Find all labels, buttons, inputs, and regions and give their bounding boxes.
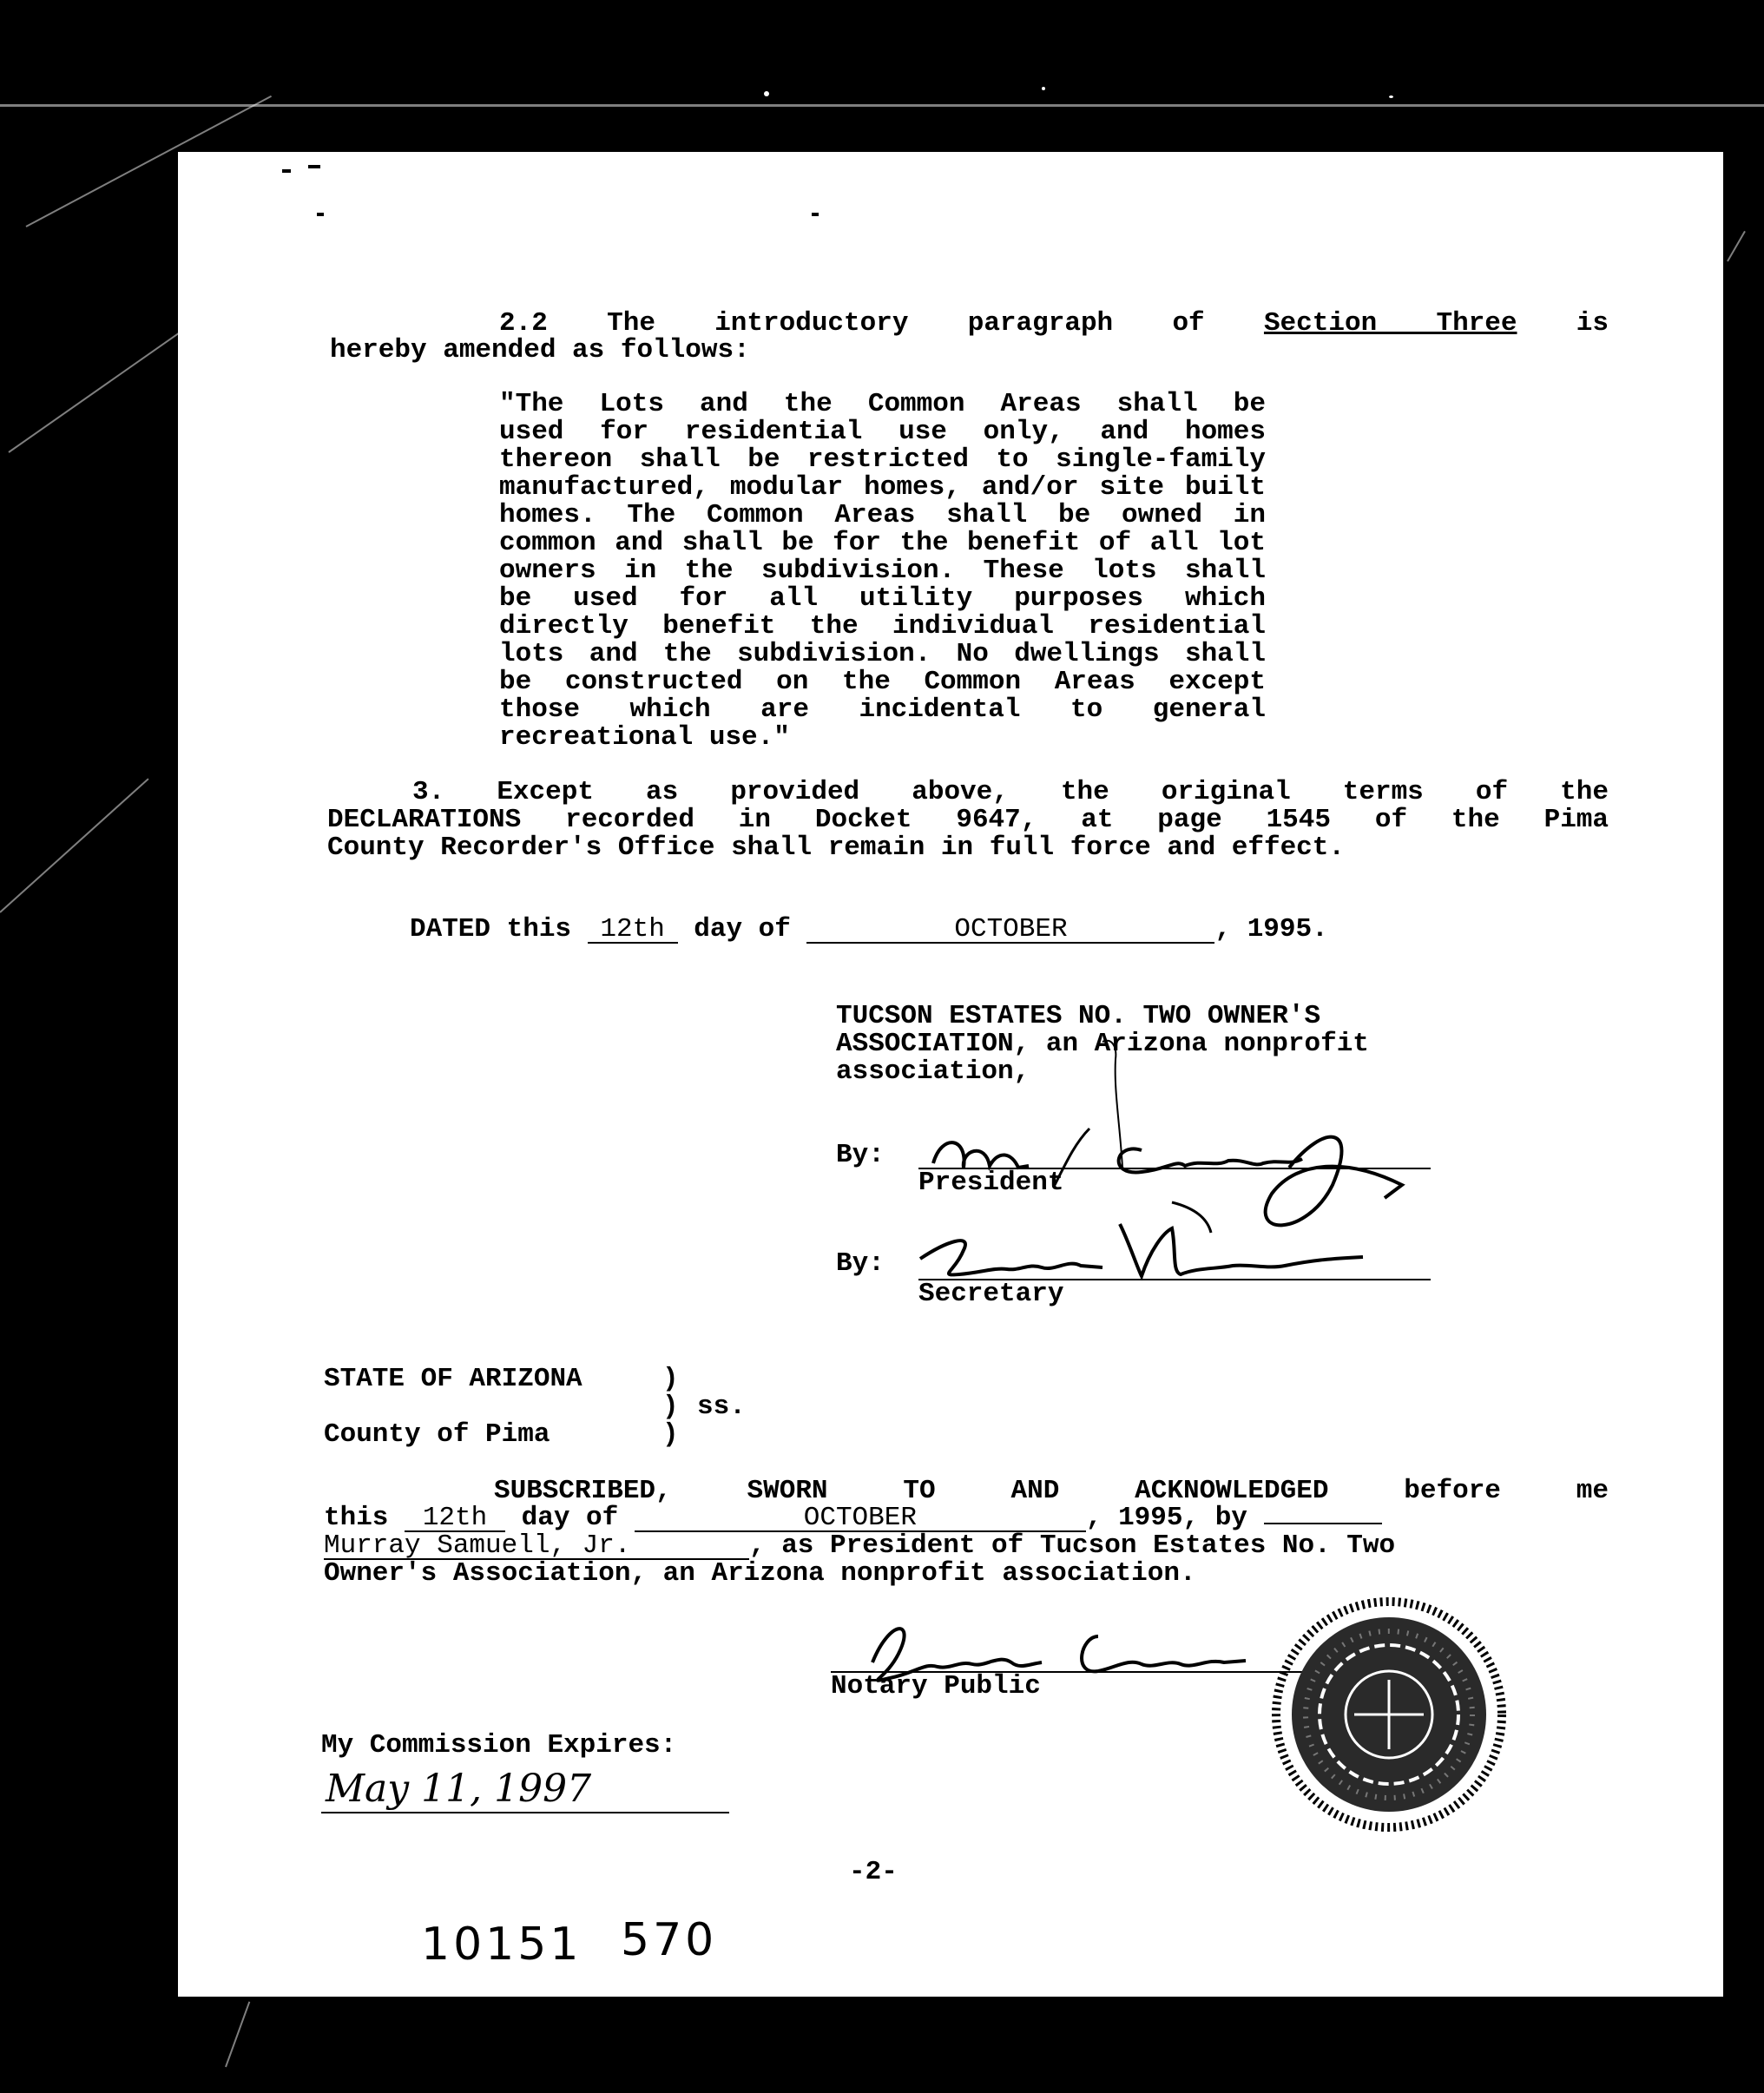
quote-line: "The Lots and the Common Areas shall be bbox=[499, 389, 1266, 419]
quote-line: those which are incidental to general bbox=[499, 694, 1266, 725]
ack-day: 12th bbox=[405, 1506, 505, 1532]
dated-month: OCTOBER bbox=[806, 918, 1214, 944]
venue-state: STATE OF ARIZONA bbox=[324, 1364, 583, 1394]
quote-line: recreational use." bbox=[499, 722, 790, 753]
page-number: -2- bbox=[849, 1857, 898, 1887]
secretary-signature bbox=[912, 1207, 1432, 1328]
section-3-line-2: DECLARATIONS recorded in Docket 9647, at page 1545 of the Pima bbox=[327, 805, 1609, 835]
venue-paren: ) bbox=[662, 1419, 679, 1450]
commission-date: May 11, 1997 bbox=[326, 1767, 592, 1811]
venue-county: County of Pima bbox=[324, 1419, 550, 1450]
quote-line: lots and the subdivision. No dwellings shall bbox=[499, 639, 1266, 669]
quote-line: common and shall be for the benefit of all lot bbox=[499, 528, 1266, 558]
docket-number: 10151 bbox=[421, 1919, 583, 1971]
section-three-reference: Section Three bbox=[1263, 308, 1517, 339]
section-3-line-3: County Recorder's Office shall remain in full force and effect. bbox=[327, 833, 1345, 863]
commission-label: My Commission Expires: bbox=[321, 1730, 677, 1761]
notary-title: Notary Public bbox=[831, 1671, 1041, 1701]
secretary-title: Secretary bbox=[918, 1279, 1064, 1309]
acknowledgment-line-2: this 12th day of OCTOBER , 1995, by bbox=[324, 1504, 1382, 1532]
association-line-3: association, bbox=[836, 1056, 1030, 1087]
president-signature bbox=[916, 1055, 1471, 1228]
ack-name: Murray Samuell, Jr. bbox=[324, 1534, 749, 1560]
acknowledgment-line-4: Owner's Association, an Arizona nonprofit association. bbox=[324, 1558, 1196, 1589]
president-by-label: By: bbox=[836, 1140, 885, 1170]
venue-paren: ) bbox=[662, 1364, 679, 1394]
venue-paren: ) bbox=[662, 1392, 679, 1422]
quote-line: owners in the subdivision. These lots shall bbox=[499, 556, 1266, 586]
commission-date-line bbox=[321, 1812, 729, 1813]
association-line-1: TUCSON ESTATES NO. TWO OWNER'S bbox=[836, 1001, 1321, 1031]
quote-line: directly benefit the individual residential bbox=[499, 611, 1266, 642]
section-2-2-line-1: 2.2 The introductory paragraph of Section Three is bbox=[499, 308, 1609, 339]
docket-page: 570 bbox=[621, 1914, 718, 1966]
document-page bbox=[178, 152, 1723, 1997]
acknowledgment-line-1: SUBSCRIBED, SWORN TO AND ACKNOWLEDGED before me bbox=[494, 1476, 1609, 1506]
quote-line: be constructed on the Common Areas except bbox=[499, 667, 1266, 697]
dated-day: 12th bbox=[588, 918, 678, 944]
dated-line: DATED this 12th day of OCTOBER , 1995. bbox=[410, 914, 1328, 944]
ack-month: OCTOBER bbox=[635, 1506, 1086, 1532]
acknowledgment-line-3: Murray Samuell, Jr. , as President of Tucson Estates No. Two bbox=[324, 1530, 1396, 1561]
association-line-2: ASSOCIATION, an Arizona nonprofit bbox=[836, 1029, 1369, 1059]
quote-line: homes. The Common Areas shall be owned in bbox=[499, 500, 1266, 530]
quote-line: used for residential use only, and homes bbox=[499, 417, 1266, 447]
quote-line: manufactured, modular homes, and/or site built bbox=[499, 472, 1266, 503]
secretary-by-label: By: bbox=[836, 1248, 885, 1279]
quote-line: be used for all utility purposes which bbox=[499, 583, 1266, 614]
section-3-line-1: 3. Except as provided above, the original terms of the bbox=[412, 777, 1609, 807]
section-2-2-line-2: hereby amended as follows: bbox=[330, 335, 750, 365]
venue-ss: ss. bbox=[697, 1392, 746, 1422]
president-title: President bbox=[918, 1168, 1064, 1198]
quote-line: thereon shall be restricted to single-family bbox=[499, 444, 1266, 475]
notary-seal bbox=[1259, 1584, 1519, 1845]
